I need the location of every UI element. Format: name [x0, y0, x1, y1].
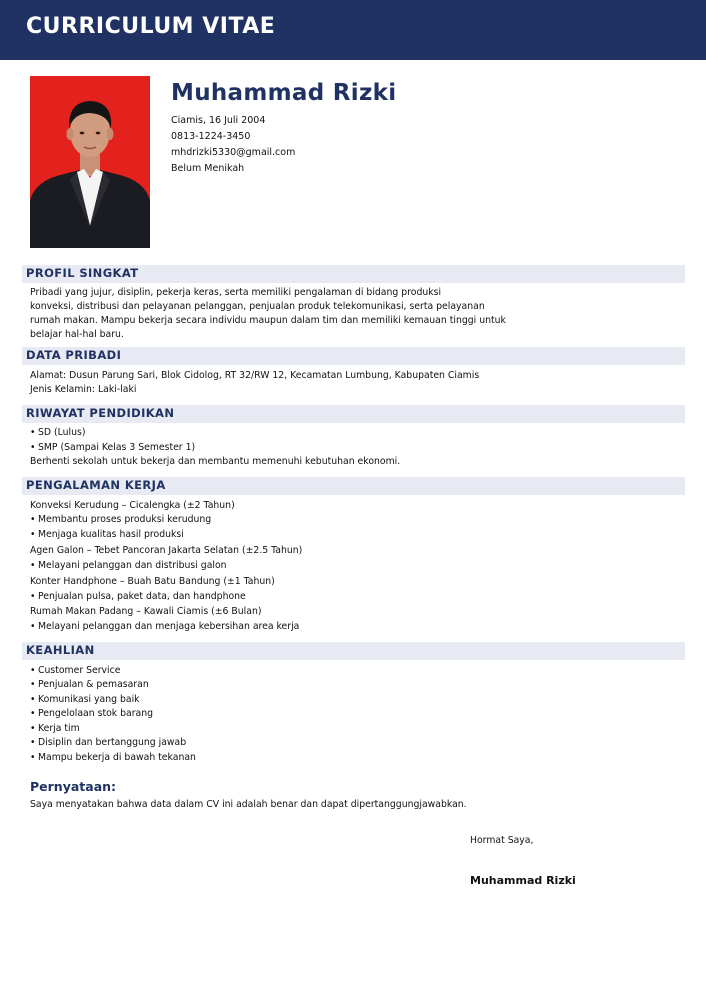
education-item: • SD (Lulus)	[30, 426, 86, 440]
email-address: mhdrizki5330@gmail.com	[171, 147, 296, 158]
skill-item: • Pengelolaan stok barang	[30, 707, 153, 721]
phone-number: 0813-1224-3450	[171, 131, 251, 142]
closing-salutation: Hormat Saya,	[470, 835, 534, 846]
job-heading: Rumah Makan Padang – Kawali Ciamis (±6 Bulan)	[30, 606, 262, 617]
section-header-keahlian	[22, 642, 685, 660]
gender-line: Jenis Kelamin: Laki-laki	[30, 384, 137, 395]
job-task: • Membantu proses produksi kerudung	[30, 513, 211, 527]
signer-name: Muhammad Rizki	[470, 874, 576, 887]
birth-info: Ciamis, 16 Juli 2004	[171, 115, 266, 126]
profil-line: Pribadi yang jujur, disiplin, pekerja keras, serta memiliki pengalaman di bidang produksi	[30, 287, 442, 298]
marital-status: Belum Menikah	[171, 163, 245, 174]
job-heading: Konter Handphone – Buah Batu Bandung (±1 Tahun)	[30, 576, 275, 587]
address-line: Alamat: Dusun Parung Sari, Blok Cidolog, RT 32/RW 12, Kecamatan Lumbung, Kabupaten Ciamis	[30, 370, 480, 381]
profile-photo	[30, 76, 150, 248]
section-header-pendidikan	[22, 405, 685, 423]
job-task: • Melayani pelanggan dan distribusi galon	[30, 559, 227, 573]
education-note: Berhenti sekolah untuk bekerja dan membantu memenuhi kebutuhan ekonomi.	[30, 456, 401, 467]
section-title-pengalaman: PENGALAMAN KERJA	[26, 478, 166, 492]
profil-line: konveksi, distribusi dan pelayanan pelanggan, penjualan produk telekomunikasi, serta pelayanan	[30, 301, 485, 312]
skill-item: • Komunikasi yang baik	[30, 693, 140, 707]
skill-item: • Disiplin dan bertanggung jawab	[30, 736, 186, 750]
section-title-data-pribadi: DATA PRIBADI	[26, 348, 122, 362]
section-header-data-pribadi	[22, 347, 685, 365]
candidate-name: Muhammad Rizki	[171, 80, 397, 106]
job-heading: Konveksi Kerudung – Cicalengka (±2 Tahun)	[30, 500, 235, 511]
person-portrait-icon	[30, 76, 150, 248]
profil-line: rumah makan. Mampu bekerja secara individu maupun dalam tim dan memiliki kemauan tinggi untuk	[30, 315, 506, 326]
section-title-pendidikan: RIWAYAT PENDIDIKAN	[26, 406, 175, 420]
skill-item: • Kerja tim	[30, 722, 80, 736]
section-title-keahlian: KEAHLIAN	[26, 643, 95, 657]
statement-text: Saya menyatakan bahwa data dalam CV ini adalah benar dan dapat dipertanggungjawabkan.	[30, 799, 467, 810]
statement-title: Pernyataan:	[30, 779, 117, 794]
skill-item: • Mampu bekerja di bawah tekanan	[30, 751, 196, 765]
header-bar	[0, 0, 706, 60]
section-header-profil	[22, 265, 685, 283]
profil-line: belajar hal-hal baru.	[30, 329, 124, 340]
job-task: • Menjaga kualitas hasil produksi	[30, 528, 184, 542]
job-heading: Agen Galon – Tebet Pancoran Jakarta Selatan (±2.5 Tahun)	[30, 545, 303, 556]
job-task: • Penjualan pulsa, paket data, dan handphone	[30, 590, 246, 604]
document-title: CURRICULUM VITAE	[26, 14, 276, 39]
job-task: • Melayani pelanggan dan menjaga kebersihan area kerja	[30, 620, 299, 634]
section-title-profil: PROFIL SINGKAT	[26, 266, 139, 280]
skill-item: • Customer Service	[30, 664, 120, 678]
skill-item: • Penjualan & pemasaran	[30, 678, 149, 692]
section-header-pengalaman	[22, 477, 685, 495]
education-item: • SMP (Sampai Kelas 3 Semester 1)	[30, 441, 195, 455]
